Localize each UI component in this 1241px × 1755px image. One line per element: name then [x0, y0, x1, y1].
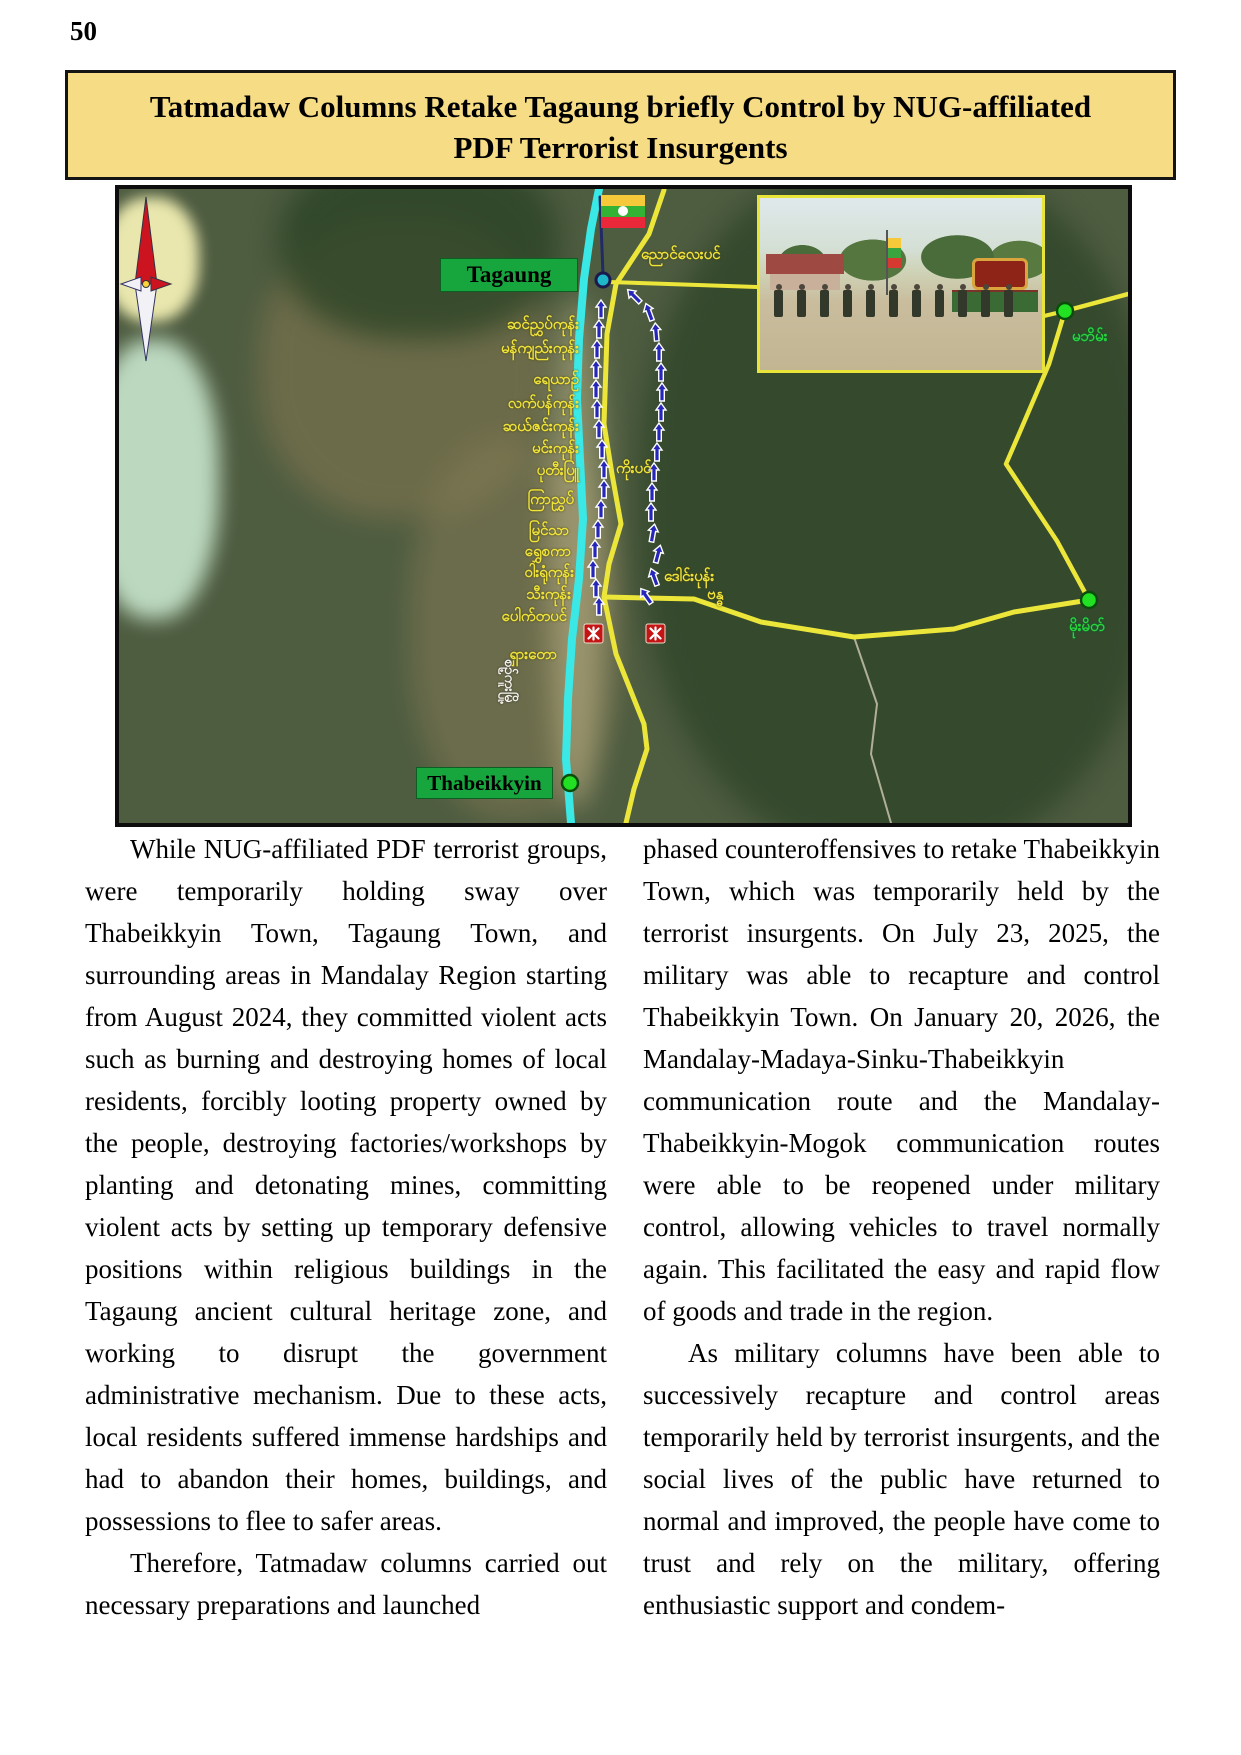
village-label: ရေယာဉ်: [533, 372, 579, 388]
advance-arrow-icon: [647, 483, 657, 501]
village-label: လက်ပန်ကုန်း: [507, 396, 579, 412]
village-label: ရွှေစကာ: [524, 544, 571, 560]
village-label: ဒေါင်းပုန်း: [664, 569, 715, 585]
soldier-figure: [820, 290, 829, 317]
advance-arrow-icon: [650, 323, 662, 342]
advance-arrow-icon: [596, 300, 606, 318]
advance-arrow-icon: [596, 500, 606, 518]
advance-arrow-icon: [654, 343, 664, 361]
village-label: ဗန္ဓ: [707, 587, 724, 603]
paragraph: Therefore, Tatmadaw columns carried out necessary preparations and launched: [85, 1548, 607, 1620]
advance-arrow-icon: [641, 302, 657, 322]
soldier-figure: [843, 290, 852, 317]
myanmar-flag-icon: [601, 217, 645, 228]
soldiers-photo: [757, 195, 1045, 373]
photo-myanmar-flag-icon: [888, 238, 901, 268]
article-right-column: [643, 828, 1160, 1626]
town-label-tagaung: Tagaung: [440, 258, 578, 292]
soldier-figure: [981, 290, 990, 317]
advance-arrow-icon: [646, 567, 662, 587]
soldier-figure: [774, 290, 783, 317]
page-number: 50: [70, 16, 97, 46]
article-left-column: [85, 828, 607, 1626]
myanmar-flag-icon: [601, 195, 645, 206]
advance-arrow-icon: [651, 544, 665, 564]
compass-rose-icon: [151, 277, 171, 291]
advance-arrow-icon: [656, 363, 666, 381]
advance-arrow-icon: [652, 443, 662, 461]
village-label: သီးကုန်း: [526, 587, 571, 603]
compass-rose-icon: [143, 281, 150, 288]
edge-road: [1065, 294, 1128, 311]
compass-rose-icon: [135, 197, 157, 284]
compass-rose-icon: [135, 284, 157, 361]
minor-road: [854, 637, 891, 823]
advance-arrow-icon: [591, 380, 601, 398]
title-line-2: PDF Terrorist Insurgents: [453, 130, 788, 165]
soldier-figure: [912, 290, 921, 317]
advance-arrow-icon: [591, 579, 601, 597]
village-label: ဝါးရုံကုန်း: [524, 565, 574, 581]
village-label: ပေါက်တပင်: [501, 609, 567, 625]
advance-arrow-icon: [599, 460, 609, 478]
advance-arrow-icon: [599, 480, 609, 498]
town-name-label: မဘိမ်း: [1072, 329, 1108, 345]
soldier-figure: [1004, 290, 1013, 317]
advance-arrow-icon: [590, 540, 600, 558]
village-label: မြင်သာ: [528, 523, 569, 539]
village-label: ဆင်ညွှပ်ကုန်း: [506, 317, 579, 333]
advance-arrow-icon: [646, 503, 656, 521]
advance-arrow-icon: [647, 523, 660, 542]
soldier-figure: [889, 290, 898, 317]
satellite-map: [115, 185, 1132, 827]
soldier-figure: [935, 290, 944, 317]
callout-line-left: [609, 282, 757, 287]
photo-town-sign: [972, 258, 1028, 290]
advance-arrow-icon: [624, 286, 644, 306]
flag-star: [618, 206, 628, 216]
village-label: မန်ကျည်းကုန်း: [501, 341, 579, 357]
town-name-label: မိုးမိတ်: [1069, 619, 1105, 635]
paragraph: phased counteroffensives to retake Thabeikkyin Town, which was temporarily held by the terrorist insurgents. On July 23, 2025, the military was able to recapture and control Thabeikkyin Town. On January 20, 2026, the Mandalay-Madaya-Sinku-Thabeikkyin communication route and the Mandalay-Thabeikkyin-Mogok communication routes were able to be reopened under military control, allowing vehicles to travel normally again. This facilitated the easy and rapid flow of goods and trade in the region.: [643, 834, 1160, 1326]
village-label: ရှားတော: [509, 647, 557, 663]
paragraph: While NUG-affiliated PDF terrorist groups, were temporarily holding sway over Thabeikkyin Town, Tagaung Town, and surrounding areas in Mandalay Region starting from August 2024, they committed violent acts such as burning and destroying homes of local residents, forcibly looting property owned by the people, destroying factories/workshops by planting and detonating mines, committing violent acts by setting up temporary defensive positions within religious buildings in the Tagaung ancient cultural heritage zone, and working to disrupt the government administrative mechanism. Due to these acts, local residents suffered immense hardships and had to abandon their homes, buildings, and possessions to flee to safer areas.: [85, 834, 607, 1536]
village-label: ကိုးပင်: [616, 461, 652, 477]
advance-arrow-icon: [588, 560, 598, 578]
soldier-figure: [797, 290, 806, 317]
title-line-1: Tatmadaw Columns Retake Tagaung briefly Control by NUG-affiliated: [149, 89, 1092, 124]
soldier-figure: [958, 290, 967, 317]
village-label: မင်းကုန်း: [532, 441, 579, 457]
village-label: ညောင်လေးပင်: [641, 247, 721, 263]
village-label: ကြာညွှပ်: [527, 492, 574, 508]
town-dot-icon: [562, 775, 578, 791]
soldier-figure: [866, 290, 875, 317]
town-dot-icon: [1057, 303, 1073, 319]
compass-rose-icon: [121, 277, 141, 291]
advance-arrow-icon: [657, 383, 667, 401]
photo-building: [766, 254, 844, 274]
east-west-road: [604, 597, 1089, 637]
advance-arrow-icon: [592, 340, 602, 358]
village-label: ဆယ်ဇင်းကုန်း: [502, 419, 579, 435]
advance-arrow-icon: [593, 520, 603, 538]
village-label: ပုတီးပြူ: [536, 463, 579, 479]
advance-arrow-icon: [656, 403, 666, 421]
town-label-thabeikkyin: Thabeikkyin: [416, 767, 553, 799]
paragraph: As military columns have been able to successively recapture and control areas temporarily held by terrorist insurgents, and the social lives of the public have returned to normal and improved, the people have come to trust and rely on the military, offering enthusiastic support and condem-: [643, 1338, 1160, 1620]
advance-arrow-icon: [594, 320, 604, 338]
town-dot-icon: [596, 273, 610, 287]
advance-arrow-icon: [592, 400, 602, 418]
advance-arrow-icon: [654, 423, 664, 441]
vertical-town-label: စဉ့်ကူးမြို့: [501, 659, 516, 705]
advance-arrow-icon: [591, 360, 601, 378]
town-dot-icon: [1081, 592, 1097, 608]
title-banner: [65, 70, 1176, 180]
